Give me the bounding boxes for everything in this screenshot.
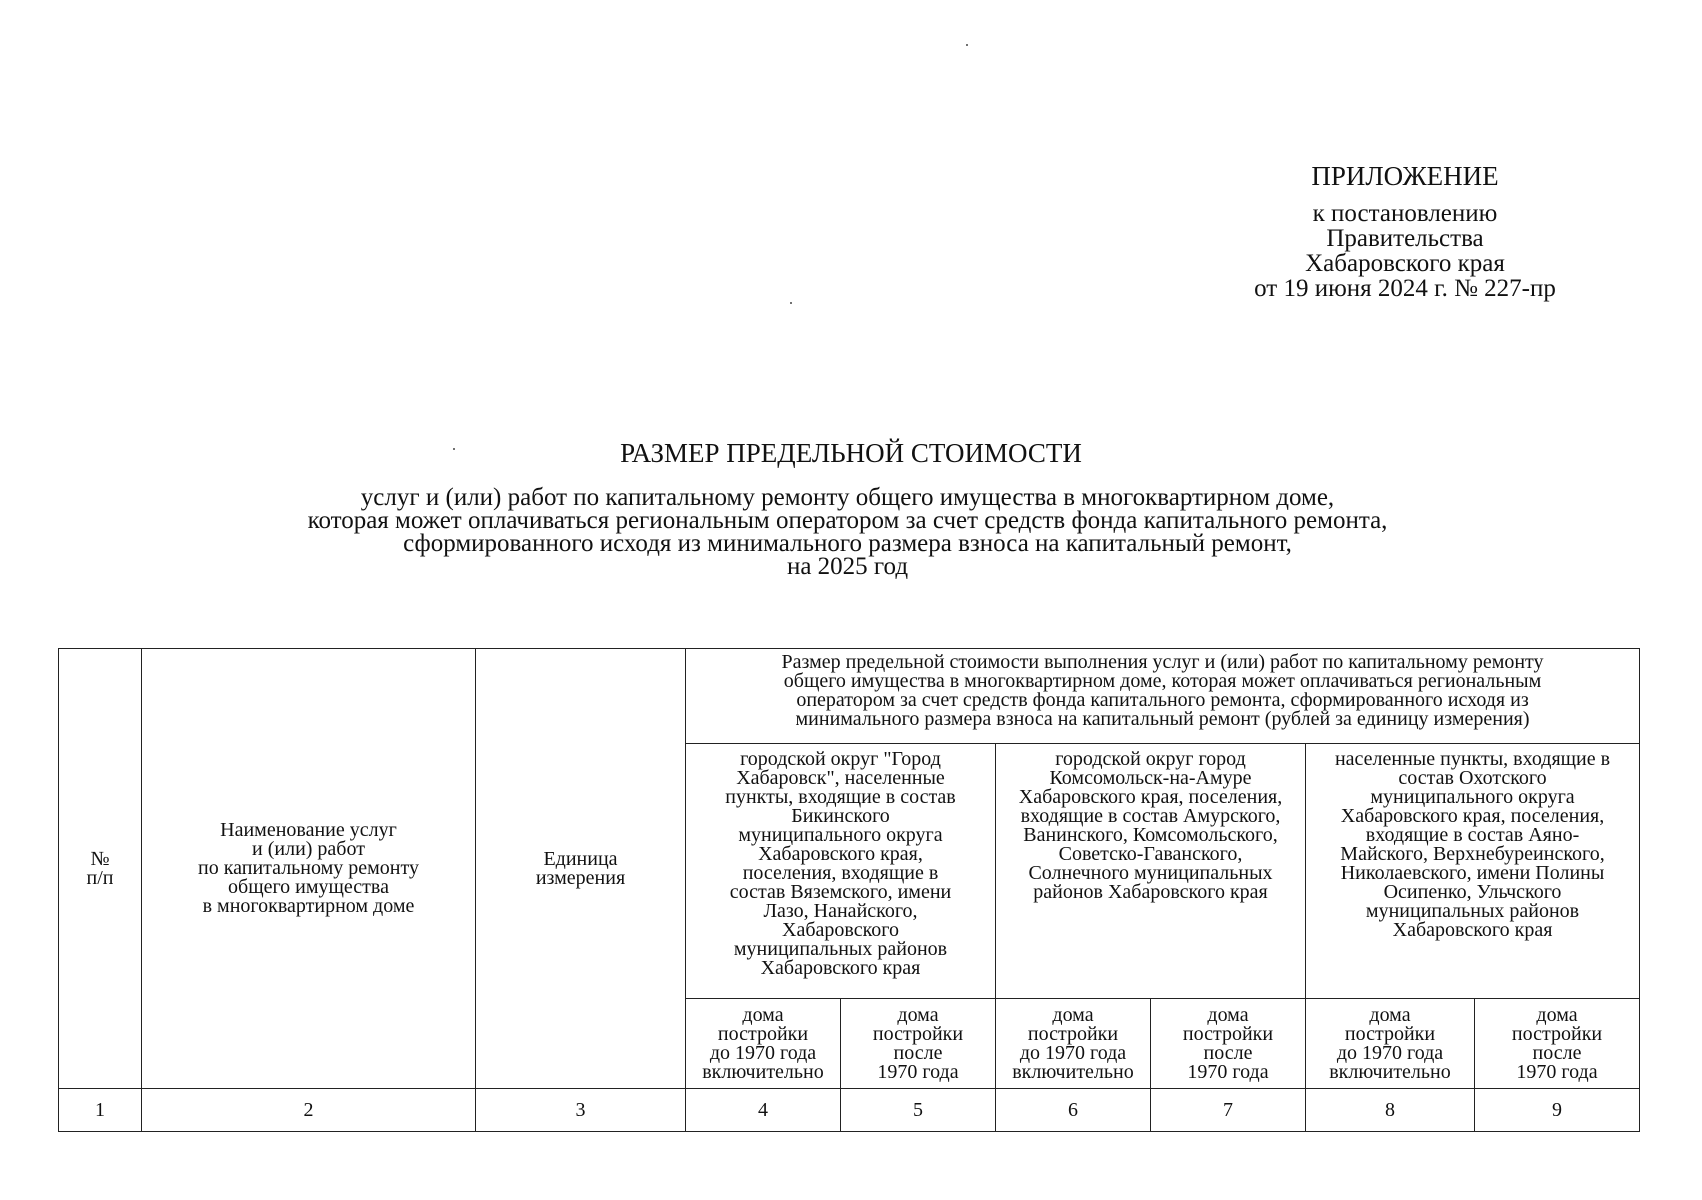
subheader-line: включительно: [1329, 1060, 1451, 1083]
header-service-name: [142, 649, 476, 1089]
header-line: по капитальному ремонту: [198, 857, 419, 879]
header-max-cost: [686, 649, 1640, 744]
group-line: городской округ "Город: [740, 748, 941, 770]
subheader-line: постройки: [872, 1022, 964, 1045]
group-line: Лазо, Нанайского,: [763, 900, 918, 922]
header-line: общего имущества: [228, 876, 389, 898]
group-line: состав Вяземского, имени: [729, 881, 952, 903]
subheader-line: дома: [1052, 1003, 1094, 1026]
group-khabarovsk: [686, 744, 996, 999]
header-line: в многоквартирном доме: [202, 895, 415, 917]
header-number: [59, 649, 142, 1089]
header-line: оператором за счет средств фонда капитального ремонта, сформированного исходя из: [796, 689, 1529, 711]
group-line: Хабаровского края, поселения,: [1340, 805, 1605, 827]
group-line: муниципального округа: [738, 824, 943, 846]
group-line: Хабаровского края,: [758, 843, 923, 865]
header-unit: [476, 649, 686, 1089]
subheader-after-1970: [1151, 999, 1306, 1089]
group-line: муниципального округа: [1370, 786, 1575, 808]
group-line: Комсомольск-на-Амуре: [1049, 767, 1252, 789]
group-line: Хабаровского края, поселения,: [1018, 786, 1283, 808]
column-number: 8: [1306, 1089, 1475, 1132]
group-line: муниципальных районов: [733, 938, 948, 960]
subheader-line: 1970 года: [1187, 1060, 1269, 1083]
header-line: измерения: [535, 866, 626, 889]
subheader-before-1970: [686, 999, 841, 1089]
cost-table: [58, 648, 1640, 1132]
subheader-line: постройки: [1344, 1022, 1436, 1045]
column-number: 5: [841, 1089, 996, 1132]
header-line: и (или) работ: [252, 838, 365, 860]
scan-speck: [966, 44, 968, 46]
appendix-line: к постановлению: [1312, 200, 1498, 227]
header-line: общего имущества в многоквартирном доме, которая может оплачиваться региональным: [783, 670, 1542, 692]
group-line: Майского, Верхнебуреинского,: [1340, 843, 1605, 865]
group-line: состав Охотского: [1398, 767, 1547, 789]
group-line: Солнечного муниципальных: [1028, 862, 1273, 884]
subheader-after-1970: [841, 999, 996, 1089]
subheader-after-1970: [1475, 999, 1640, 1089]
scan-speck: [453, 448, 455, 450]
subheader-line: после: [1203, 1041, 1253, 1064]
subtitle-line: на 2025 год: [786, 553, 909, 580]
header-line: Единица: [543, 847, 618, 870]
subtitle-line: которая может оплачиваться региональным оператором за счет средств фонда капитального ремонта,: [307, 507, 1388, 534]
group-line: входящие в состав Аяно-: [1365, 824, 1580, 846]
column-number: 4: [686, 1089, 841, 1132]
group-line: Осипенко, Ульчского: [1383, 881, 1562, 903]
appendix-heading: ПРИЛОЖЕНИЕ: [1311, 161, 1499, 191]
subheader-line: дома: [1536, 1003, 1578, 1026]
subheader-line: после: [1532, 1041, 1582, 1064]
subheader-line: до 1970 года: [1019, 1041, 1127, 1064]
subheader-line: дома: [1207, 1003, 1249, 1026]
header-line: минимального размера взноса на капитальный ремонт (рублей за единицу измерения): [795, 708, 1530, 730]
group-line: Советско-Гаванского,: [1058, 843, 1243, 865]
header-line: Размер предельной стоимости выполнения услуг и (или) работ по капитальному ремонту: [781, 651, 1544, 673]
group-line: пункты, входящие в состав: [725, 786, 956, 808]
group-line: населенные пункты, входящие в: [1334, 748, 1611, 770]
column-number: 1: [59, 1089, 142, 1132]
subtitle-line: сформированного исходя из минимального размера взноса на капитальный ремонт,: [403, 530, 1292, 557]
appendix-line: Хабаровского края: [1305, 250, 1505, 277]
group-line: Хабаровского края: [760, 957, 921, 979]
column-number: 7: [1151, 1089, 1306, 1132]
group-line: Хабаровск", населенные: [736, 767, 945, 789]
group-line: Хабаровского: [782, 919, 899, 941]
subheader-line: после: [893, 1041, 943, 1064]
header-line: п/п: [86, 866, 114, 889]
group-line: входящие в состав Амурского,: [1020, 805, 1281, 827]
subheader-line: 1970 года: [877, 1060, 959, 1083]
group-line: муниципальных районов: [1365, 900, 1580, 922]
group-line: Ванинского, Комсомольского,: [1023, 824, 1278, 846]
subheader-line: постройки: [717, 1022, 809, 1045]
header-line: Наименование услуг: [220, 819, 397, 841]
subheader-line: до 1970 года: [709, 1041, 817, 1064]
subheader-line: включительно: [1012, 1060, 1134, 1083]
subheader-line: дома: [897, 1003, 939, 1026]
group-line: Бикинского: [791, 805, 890, 827]
column-number: 9: [1475, 1089, 1640, 1132]
subheader-line: постройки: [1511, 1022, 1603, 1045]
scan-speck: [790, 302, 792, 304]
subheader-line: дома: [1369, 1003, 1411, 1026]
group-line: Хабаровского края: [1392, 919, 1553, 941]
header-line: №: [90, 847, 110, 870]
subheader-line: постройки: [1182, 1022, 1274, 1045]
column-number: 3: [476, 1089, 686, 1132]
appendix-block: [1215, 161, 1595, 302]
appendix-line: Правительства: [1326, 225, 1484, 252]
subheader-line: постройки: [1027, 1022, 1119, 1045]
group-okhotsk: [1306, 744, 1640, 999]
group-komsomolsk: [996, 744, 1306, 999]
appendix-line: от 19 июня 2024 г. № 227-пр: [1254, 275, 1556, 302]
document-title: РАЗМЕР ПРЕДЕЛЬНОЙ СТОИМОСТИ: [620, 438, 1082, 468]
subheader-before-1970: [1306, 999, 1475, 1089]
subheader-before-1970: [996, 999, 1151, 1089]
subheader-line: включительно: [702, 1060, 824, 1083]
subheader-line: до 1970 года: [1336, 1041, 1444, 1064]
group-line: Николаевского, имени Полины: [1340, 862, 1605, 884]
group-line: поселения, входящие в: [742, 862, 939, 884]
column-number: 2: [142, 1089, 476, 1132]
subheader-line: дома: [742, 1003, 784, 1026]
subtitle-line: услуг и (или) работ по капитальному ремонту общего имущества в многоквартирном доме,: [360, 484, 1335, 511]
subheader-line: 1970 года: [1516, 1060, 1598, 1083]
group-line: районов Хабаровского края: [1033, 881, 1268, 903]
document-subtitle: [200, 486, 1495, 578]
column-number: 6: [996, 1089, 1151, 1132]
group-line: городской округ город: [1055, 748, 1246, 770]
